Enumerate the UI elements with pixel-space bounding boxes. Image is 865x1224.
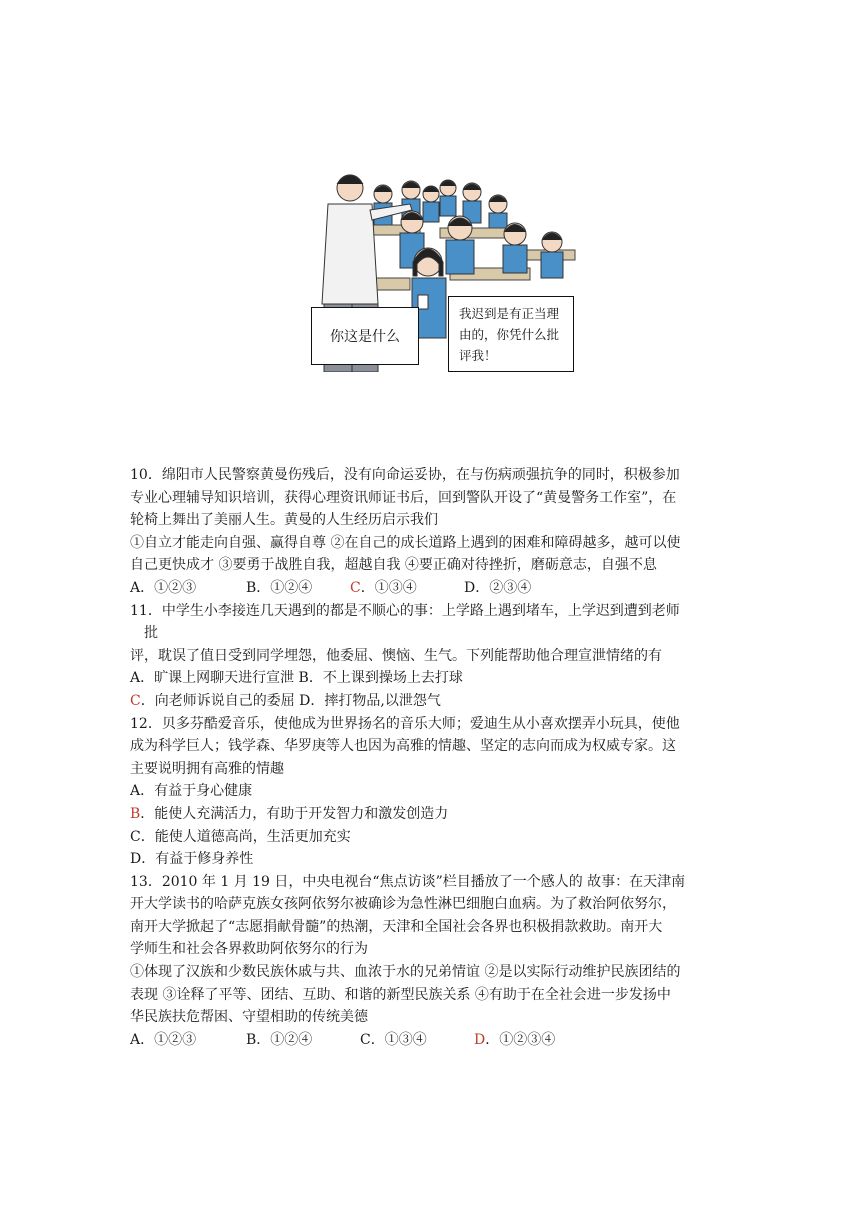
- option-b: [130, 803, 740, 826]
- answer-options: A．旷课上网聊天进行宣泄 B．不上课到操场上去打球: [130, 670, 463, 687]
- question-line: ①自立才能走向自强、赢得自尊 ②在自己的成长道路上遇到的困难和障碍越多，越可以使: [130, 534, 681, 551]
- option-d: [474, 1029, 555, 1052]
- question-line: 华民族扶危帮困、守望相助的传统美德: [130, 1009, 368, 1026]
- option-b-text: ．能使人充满活力，有助于开发智力和激发创造力: [140, 805, 449, 822]
- option-c: [350, 577, 464, 600]
- option-c-text: ．向老师诉说自己的委屈 D．摔打物品,以泄怨气: [140, 692, 441, 709]
- question-line: 表现 ③诠释了平等、团结、互助、和谐的新型民族关系 ④有助于在全社会进一步发扬中: [130, 986, 671, 1003]
- option-b: B．①②④: [246, 1031, 313, 1048]
- answer-options: [130, 690, 740, 713]
- question-text-block: [130, 464, 740, 1051]
- speech-bubble-teacher: [311, 307, 419, 365]
- question-13: [130, 871, 740, 1052]
- option-a: A．①②③: [130, 1031, 197, 1048]
- option-b: B．①②④: [246, 579, 313, 596]
- speech-bubble-student-line: 由的，你凭什么批: [459, 327, 560, 342]
- option-c: C．①③④: [360, 1031, 427, 1048]
- question-line: 专业心理辅导知识培训，获得心理资讯师证书后，回到警队开设了“黄曼警务工作室”，在: [130, 489, 677, 506]
- speech-bubble-student-line: 我迟到是有正当理: [459, 306, 560, 321]
- question-10: [130, 464, 740, 600]
- question-line: 自己更快成才 ③要勇于战胜自我，超越自我 ④要正确对待挫折，磨砺意志，自强不息: [130, 557, 657, 574]
- answer-options: [130, 1029, 740, 1052]
- option-c: C．能使人道德高尚，生活更加充实: [130, 828, 351, 845]
- question-line: 13．2010 年 1 月 19 日，中央电视台“焦点访谈”栏目播放了一个感人的 故事：在天津南: [130, 873, 686, 890]
- option-d: D．有益于修身养性: [130, 851, 254, 868]
- answer-options: [130, 577, 740, 600]
- option-a: A．有益于身心健康: [130, 783, 253, 800]
- question-line: 评，耽误了值日受到同学埋怨，他委屈、懊恼、生气。下列能帮助他合理宣泄情绪的有: [130, 647, 662, 664]
- question-line: 12．贝多芬酷爱音乐，使他成为世界扬名的音乐大师；爱迪生从小喜欢摆弄小玩具，使他: [130, 715, 680, 732]
- option-d: D．②③④: [464, 579, 532, 596]
- question-11: [130, 600, 740, 713]
- question-line: 轮椅上舞出了美丽人生。黄曼的人生经历启示我们: [130, 512, 438, 529]
- option-a: A．①②③: [130, 579, 197, 596]
- speech-bubble-student: [448, 296, 574, 372]
- question-line: 10．绵阳市人民警察黄曼伤残后，没有向命运妥协，在与伤病顽强抗争的同时，积极参加: [130, 467, 680, 483]
- option-c-letter: C: [350, 579, 361, 596]
- question-line: 成为科学巨人；钱学森、华罗庚等人也因为高雅的情趣、坚定的志向而成为权威专家。这: [130, 738, 676, 755]
- option-d-letter: D: [474, 1031, 486, 1048]
- question-line: 南开大学掀起了“志愿捐献骨髓”的热潮，天津和全国社会各界也积极捐款救助。南开大: [130, 918, 663, 935]
- option-c-text: ．①③④: [360, 579, 417, 596]
- question-line: 开大学读书的哈萨克族女孩阿依努尔被确诊为急性淋巴细胞白血病。为了救治阿依努尔，: [130, 896, 676, 913]
- speech-bubble-teacher-text: 你这是什么: [330, 329, 400, 345]
- option-b-letter: B: [130, 805, 141, 822]
- question-line: ①体现了汉族和少数民族休戚与共、血浓于水的兄弟情谊 ②是以实际行动维护民族团结的: [130, 964, 681, 981]
- question-12: [130, 713, 740, 871]
- option-c-letter: C: [130, 692, 141, 709]
- speech-bubble-student-line: 评我！: [459, 348, 497, 363]
- question-line: 主要说明拥有高雅的情趣: [130, 760, 284, 777]
- question-line: 11．中学生小李接连几天遇到的都是不顺心的事：上学路上遇到堵车，上学迟到遭到老师: [130, 602, 680, 619]
- question-line: 批: [144, 625, 158, 642]
- question-line: 学师生和社会各界救助阿依努尔的行为: [130, 941, 368, 958]
- option-d-text: ．①②③④: [485, 1031, 556, 1048]
